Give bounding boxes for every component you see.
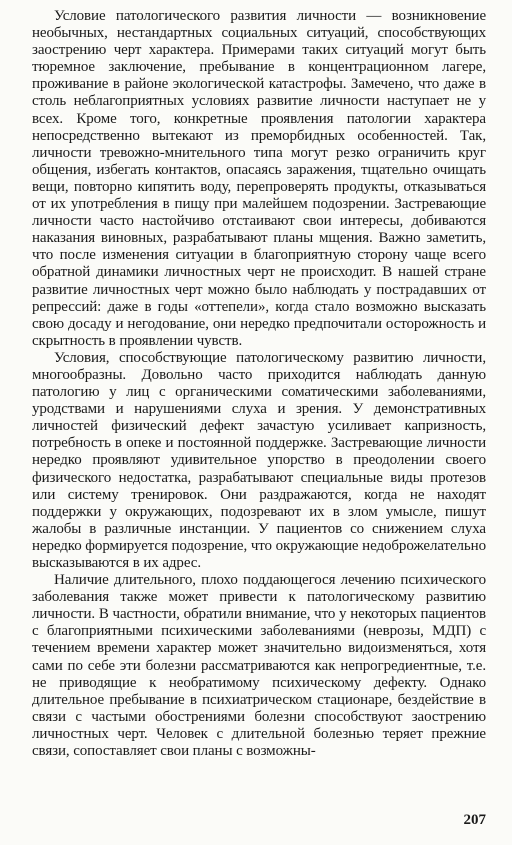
page-number: 207 [463, 812, 486, 828]
paragraph-contributing-conditions: Условия, способствующие патологическому развитию личности, многообразны. Довольно часто приходится наблюдать данную патологию у лиц с органическими соматическими заболеваниями, уродствами и нарушениями слуха и зрения. У демонстративных личностей физический дефект зачастую усиливает капризность, потребность в опеке и постоянной поддержке. Застревающие личности нередко проявляют удивительное упорство в преодолении своего физического недостатка, разрабатывают специальные виды протезов или систему тренировок. Они раздражаются, когда не находят поддержки у окружающих, подозревают их в злом умысле, пишут жалобы в различные инстанции. У пациентов со снижением слуха нередко формируется подозрение, что окружающие недоброжелательно высказываются в их адрес. [32, 349, 486, 571]
paragraph-chronic-illness: Наличие длительного, плохо поддающегося лечению психического заболевания также может привести к патологическому развитию личности. В частности, обратили внимание, что у некоторых пациентов с благоприятными психическими заболеваниями (неврозы, МДП) с течением времени характер может значительно видоизменяться, хотя сами по себе эти болезни рассматриваются как непрогредиентные, т.е. не приводящие к необратимому психическому дефекту. Однако длительное пребывание в психиатрическом стационаре, бездействие в связи с частыми обострениями болезни способствуют заострению личностных черт. Человек с длительной болезнью теряет прежние связи, сопоставляет свои планы с возможны- [32, 572, 486, 760]
paragraph-pathological-conditions: Условие патологического развития личности — возникновение необычных, нестандартных социальных ситуаций, способствующих заострению черт характера. Примерами таких ситуаций могут быть тюремное заключение, пребывание в концентрационном лагере, проживание в районе экологической катастрофы. Замечено, что даже в столь неблагоприятных условиях развитие личности наступает не у всех. Кроме того, конкретные проявления патологии характера непосредственно вытекают из преморбидных особенностей. Так, личности тревожно-мнительного типа могут резко ограничить круг общения, избегать контактов, опасаясь заражения, тщательно очищать вещи, повторно кипятить воду, перепроверять продукты, отказываться от их употребления в пищу при малейшем подозрении. Застревающие личности часто настойчиво отстаивают свои интересы, добиваются наказания виновных, разрабатывают планы мщения. Важно заметить, что после изменения ситуации в благоприятную сторону чаще всего обратной динамики личностных черт не происходит. В нашей стране развитие личностных черт можно было наблюдать у пострадавших от репрессий: даже в годы «оттепели», когда стало возможно высказать свою досаду и негодование, они нередко предпочитали осторожность и скрытность в проявлении чувств. [32, 8, 486, 349]
body-text [32, 8, 486, 760]
